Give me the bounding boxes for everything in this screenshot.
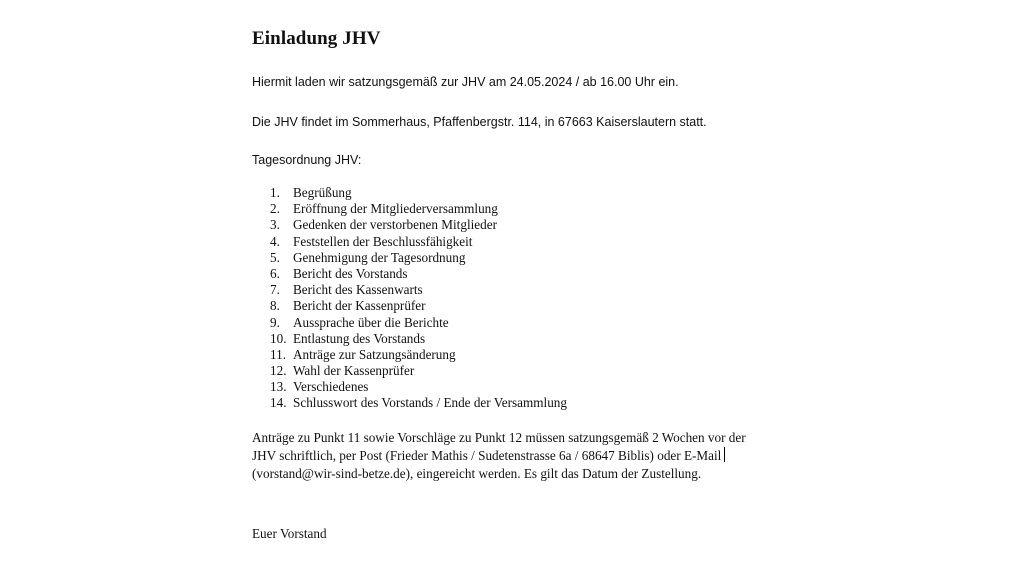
agenda-item-text: Entlastung des Vorstands: [293, 330, 426, 346]
agenda-item-number: 6.: [270, 265, 280, 281]
agenda-item-number: 5.: [270, 249, 280, 265]
intro-text: Hiermit laden wir satzungsgemäß zur JHV am 24.05.2024 / ab 16.00 Uhr ein.: [252, 75, 679, 89]
note-line: Anträge zu Punkt 11 sowie Vorschläge zu Punkt 12 müssen satzungsgemäß 2 Wochen vor der: [252, 430, 746, 445]
agenda-item-number: 14.: [270, 395, 287, 411]
document-title: Einladung JHV: [252, 28, 381, 49]
agenda-item: [270, 298, 567, 314]
agenda-item: [270, 315, 567, 331]
note-line: JHV schriftlich, per Post (Frieder Mathis / Sudetenstrasse 6a / 68647 Biblis) oder E-Mail: [252, 448, 722, 463]
agenda-item-text: Feststellen der Beschlussfähigkeit: [293, 233, 473, 249]
agenda-item: [270, 217, 567, 233]
agenda-item-text: Verschiedenes: [293, 379, 369, 395]
agenda-item-number: 8.: [270, 298, 280, 314]
agenda-item-number: 13.: [270, 379, 287, 395]
agenda-item: [270, 201, 567, 217]
agenda-item-text: Bericht des Kassenwarts: [293, 282, 423, 298]
agenda-item-text: Bericht der Kassenprüfer: [293, 298, 426, 314]
agenda-item: [270, 234, 567, 250]
submission-note: [252, 429, 792, 483]
agenda-item-text: Genehmigung der Tagesordnung: [293, 249, 466, 265]
signature: Euer Vorstand: [252, 526, 327, 541]
agenda-item-text: Aussprache über die Berichte: [293, 314, 449, 330]
text-cursor: [724, 447, 725, 462]
agenda-item: [270, 282, 567, 298]
agenda-item-text: Begrüßung: [293, 185, 352, 200]
agenda-item-text: Wahl der Kassenprüfer: [293, 363, 415, 379]
agenda-list: [270, 185, 567, 412]
agenda-item-text: Schlusswort des Vorstands / Ende der Versammlung: [293, 395, 567, 411]
agenda-heading: Tagesordnung JHV:: [252, 153, 362, 167]
agenda-item-text: Anträge zur Satzungsänderung: [293, 346, 456, 362]
agenda-item-number: 7.: [270, 282, 280, 298]
agenda-item-number: 10.: [270, 330, 287, 346]
agenda-item: [270, 363, 567, 379]
agenda-item-number: 4.: [270, 233, 280, 249]
agenda-item: [270, 395, 567, 411]
agenda-item: [270, 379, 567, 395]
agenda-item-number: 1.: [270, 185, 280, 200]
note-line-with-cursor[interactable]: [252, 447, 792, 465]
agenda-item-text: Gedenken der verstorbenen Mitglieder: [293, 217, 497, 233]
location-text: Die JHV findet im Sommerhaus, Pfaffenbergstr. 114, in 67663 Kaiserslautern statt.: [252, 115, 707, 129]
note-line: (vorstand@wir-sind-betze.de), eingereicht werden. Es gilt das Datum der Zustellung.: [252, 466, 702, 481]
agenda-item: [270, 250, 567, 266]
agenda-item: [270, 331, 567, 347]
agenda-item-number: 12.: [270, 363, 287, 379]
agenda-item-text: Eröffnung der Mitgliederversammlung: [293, 201, 498, 217]
agenda-item: [270, 185, 567, 201]
agenda-item: [270, 347, 567, 363]
agenda-item-number: 9.: [270, 314, 280, 330]
agenda-item-text: Bericht des Vorstands: [293, 265, 408, 281]
agenda-item-number: 11.: [270, 346, 286, 362]
agenda-item-number: 3.: [270, 217, 280, 233]
agenda-item: [270, 266, 567, 282]
agenda-item-number: 2.: [270, 201, 280, 217]
